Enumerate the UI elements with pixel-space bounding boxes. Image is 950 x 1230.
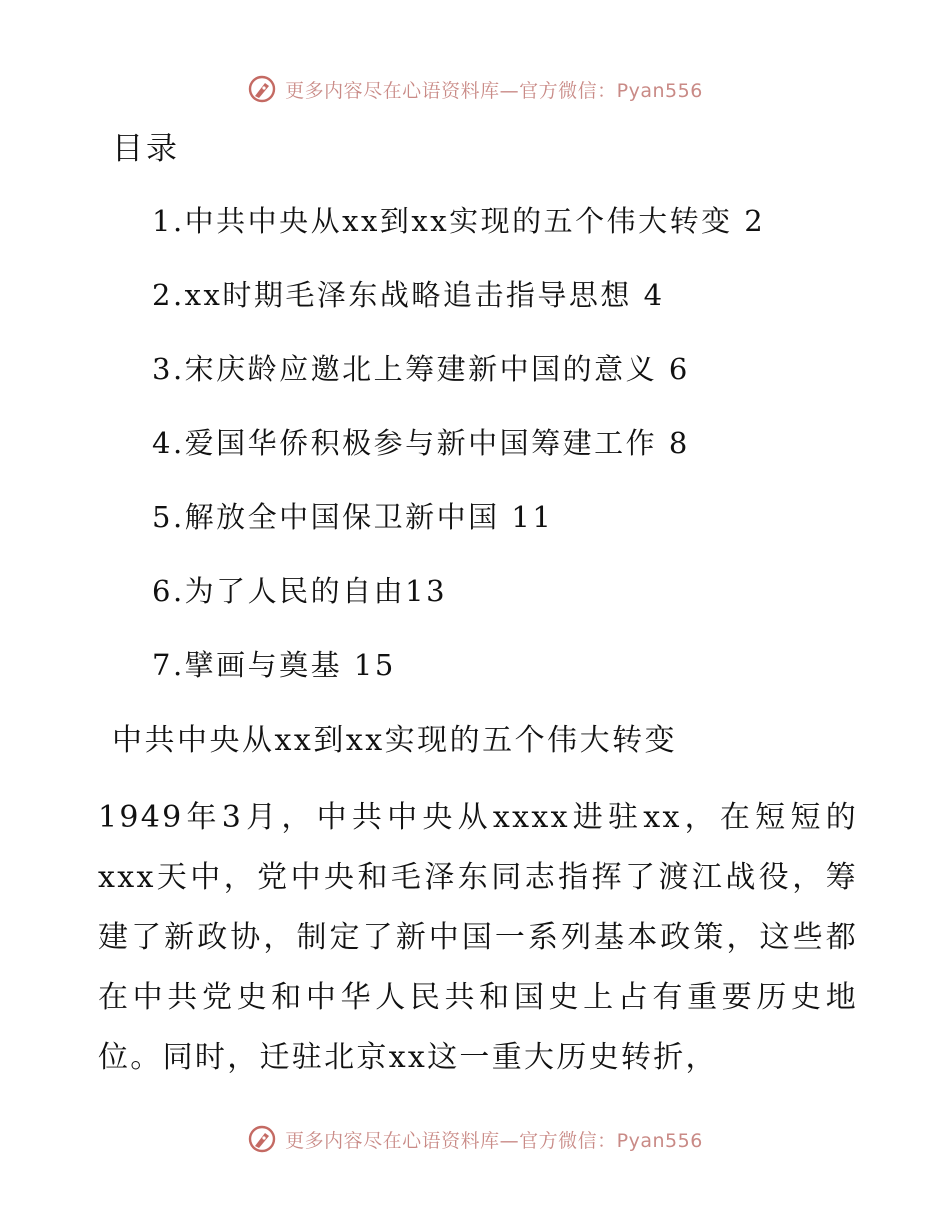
- toc-item[interactable]: 6.为了人民的自由13: [152, 574, 448, 608]
- pen-nib-logo-icon: [247, 1124, 277, 1154]
- watermark-header: [0, 72, 950, 106]
- pen-nib-logo-icon: [247, 74, 277, 104]
- body-paragraph: 1949年3月，中共中央从xxxx进驻xx，在短短的xxx天中，党中央和毛泽东同志指挥了渡江战役，筹建了新政协，制定了新中国一系列基本政策，这些都在中共党史和中华人民共和国史上占有重要历史地位。同时，迁驻北京xx这一重大历史转折，: [98, 800, 858, 1075]
- toc-item[interactable]: 4.爱国华侨积极参与新中国筹建工作 8: [152, 426, 690, 460]
- toc-item[interactable]: 7.擘画与奠基 15: [152, 648, 396, 682]
- watermark-footer: [0, 1122, 950, 1156]
- toc-item[interactable]: 3.宋庆龄应邀北上筹建新中国的意义 6: [152, 352, 690, 386]
- watermark-text: 更多内容尽在心语资料库—官方微信：Pyan556: [285, 79, 703, 102]
- section-heading: 中共中央从xx到xx实现的五个伟大转变: [112, 723, 678, 758]
- toc-item[interactable]: 1.中共中央从xx到xx实现的五个伟大转变 2: [152, 204, 766, 238]
- table-of-contents: [152, 197, 765, 715]
- toc-item[interactable]: 5.解放全中国保卫新中国 11: [152, 500, 554, 534]
- watermark-text: 更多内容尽在心语资料库—官方微信：Pyan556: [285, 1129, 703, 1152]
- toc-item[interactable]: 2.xx时期毛泽东战略追击指导思想 4: [152, 278, 665, 312]
- toc-title: 目录: [112, 131, 180, 167]
